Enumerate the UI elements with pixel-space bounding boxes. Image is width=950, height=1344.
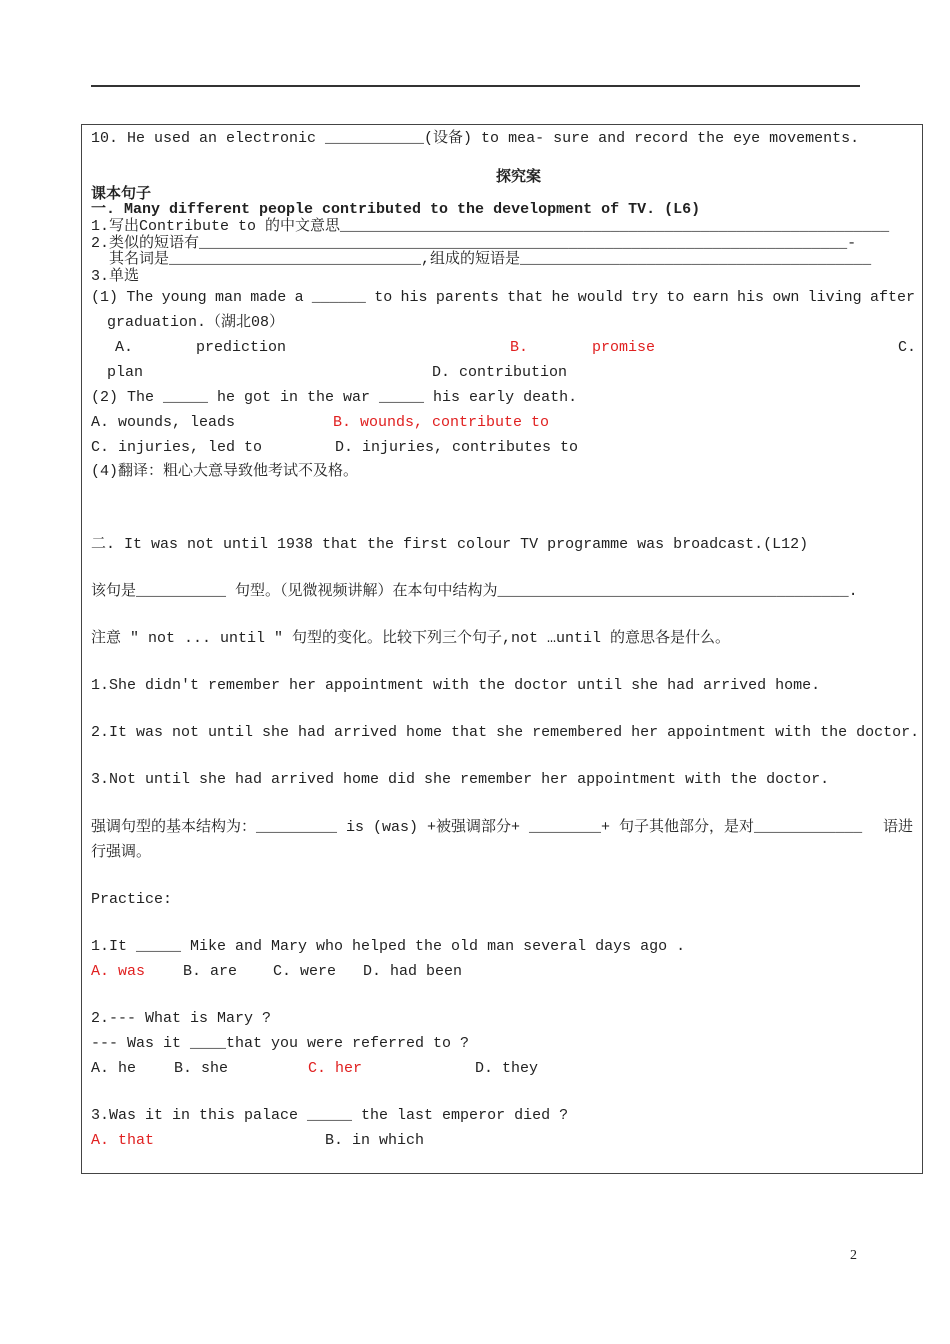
word: he <box>551 289 570 306</box>
mcq-1-option-c-text: plan <box>107 364 144 381</box>
mcq-1-stem-continued: graduation.（湖北08） <box>107 314 285 331</box>
mcq-1-option-c-letter: C. <box>898 339 917 356</box>
mcq-2-option-c: C. injuries, led to <box>91 439 263 456</box>
practice-2-option-c: C. her <box>308 1060 363 1077</box>
practice-1-other-options: B. are C. were D. had been <box>183 963 463 980</box>
word: ______ <box>311 289 366 306</box>
emphatic-structure-line-end: 语进 <box>883 819 914 836</box>
practice-1-option-a: A. was <box>91 963 146 980</box>
word: young <box>161 289 207 306</box>
header-rule <box>91 85 860 87</box>
word: own <box>772 289 800 306</box>
mcq-1-option-b-text: promise <box>592 339 656 356</box>
word: after <box>869 289 915 306</box>
mcq-1-option-d: D. contribution <box>432 364 568 381</box>
question-10: 10. He used an electronic ___________(设备) to mea- sure and record the eye movements. <box>91 130 860 147</box>
word: to <box>666 289 685 306</box>
page-number: 2 <box>850 1248 857 1263</box>
word: try <box>631 289 659 306</box>
word: made <box>250 289 287 306</box>
practice-2-line-1: 2.--- What is Mary ? <box>91 1010 272 1027</box>
word: a <box>294 289 304 306</box>
word: earn <box>692 289 729 306</box>
word: man <box>214 289 242 306</box>
sentence-pattern-line: 该句是__________ 句型。（见微视频讲解）在本句中结构为_______________________________________. <box>91 583 858 600</box>
mcq-2-option-d: D. injuries, contributes to <box>335 439 579 456</box>
example-sentence-3: 3.Not until she had arrived home did she remember her appointment with the doctor. <box>91 771 830 788</box>
word: would <box>577 289 623 306</box>
emphatic-structure-line: 强调句型的基本结构为：_________ is (was) +被强调部分+ ________+ 句子其他部分，是对____________ <box>91 819 863 836</box>
not-until-note: 注意 " not ... until " 句型的变化。比较下列三个句子,not …until 的意思各是什么。 <box>91 630 731 647</box>
mcq-2-option-b: B. wounds, contribute to <box>333 414 550 431</box>
practice-3-stem: 3.Was it in this palace _____ the last emperor died ? <box>91 1107 569 1124</box>
mcq-1-option-a-letter: A. <box>115 339 134 356</box>
word: to <box>374 289 393 306</box>
task-1-line: 1.写出Contribute to 的中文意思_____________________________________________________________ <box>91 218 890 235</box>
word: The <box>126 289 154 306</box>
mcq-1-option-a-text: prediction <box>196 339 287 356</box>
translation-task: (4)翻译：粗心大意导致他考试不及格。 <box>91 463 359 480</box>
word: (1) <box>91 289 119 306</box>
word: his <box>400 289 428 306</box>
word: parents <box>435 289 499 306</box>
example-sentence-2: 2.It was not until she had arrived home that she remembered her appointment with the doctor. <box>91 724 920 741</box>
task-2-line: 2.类似的短语有________________________________________________________________________- <box>91 235 857 252</box>
task-3-label: 3.单选 <box>91 268 140 285</box>
practice-3-option-a: A. that <box>91 1132 155 1149</box>
sentence-2-heading: 二. It was not until 1938 that the first colour TV programme was broadcast.(L12) <box>91 536 809 553</box>
mcq-1-option-b-letter: B. <box>510 339 529 356</box>
practice-2-option-a: A. he <box>91 1060 137 1077</box>
sub-title: 课本句子 <box>91 184 152 202</box>
word: his <box>737 289 765 306</box>
emphatic-structure-line-continued: 行强调。 <box>91 844 152 861</box>
practice-3-option-b: B. in which <box>325 1132 425 1149</box>
mcq-2-option-a: A. wounds, leads <box>91 414 236 431</box>
task-2-noun-line: 其名词是____________________________,组成的短语是_______________________________________ <box>91 251 872 268</box>
word: that <box>507 289 544 306</box>
word: living <box>807 289 862 306</box>
practice-2-option-b: B. she <box>174 1060 229 1077</box>
practice-2-option-d: D. they <box>475 1060 539 1077</box>
mcq-2-stem: (2) The _____ he got in the war _____ his early death. <box>91 389 578 406</box>
practice-label: Practice: <box>91 891 173 908</box>
mcq-1-stem <box>91 289 915 307</box>
example-sentence-1: 1.She didn't remember her appointment with the doctor until she had arrived home. <box>91 677 821 694</box>
sentence-1-heading: 一. Many different people contributed to the development of TV. (L6) <box>91 201 701 218</box>
practice-2-line-2: --- Was it ____that you were referred to ? <box>91 1035 470 1052</box>
practice-1-stem: 1.It _____ Mike and Mary who helped the old man several days ago . <box>91 938 686 955</box>
section-title: 探究案 <box>496 167 542 185</box>
